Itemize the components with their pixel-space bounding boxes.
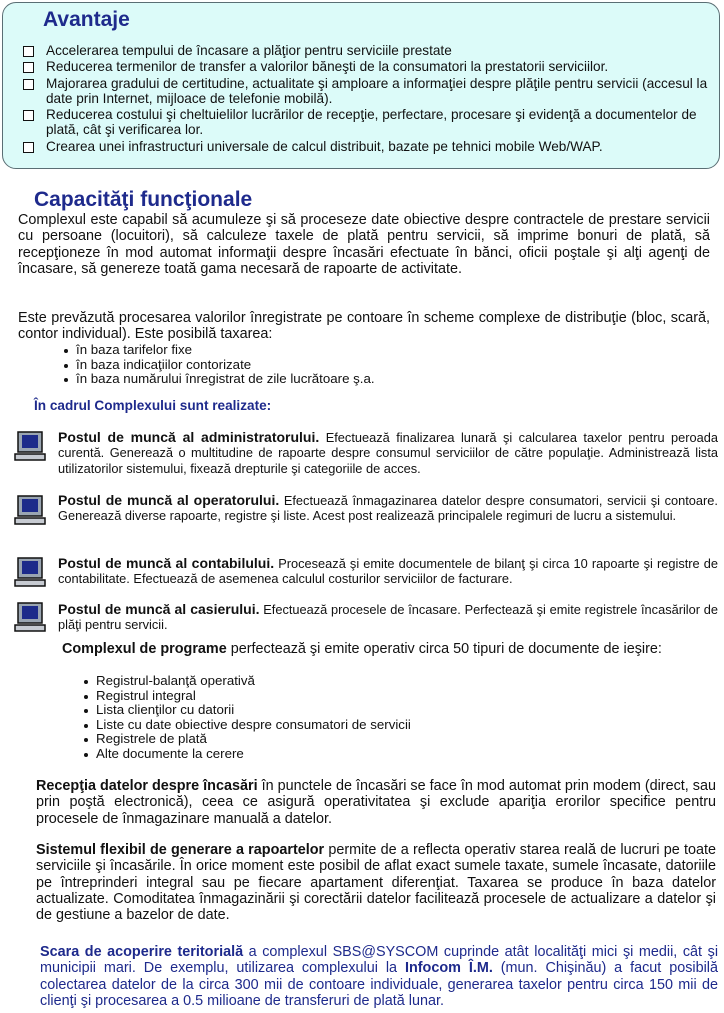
realized-heading: În cadrul Complexului sunt realizate: [34,398,272,413]
list-item: Accelerarea tempului de încasare a plăţior pentru serviciile prestate [23,43,713,58]
list-item: Alte documente la cerere [82,747,682,762]
processing-paragraph: Este prevăzută procesarea valorilor înregistrate pe contoare în scheme complexe de distribuţie (bloc, scară, contor individual). Este posibilă taxarea: [18,310,710,343]
reception-paragraph: Recepţia datelor despre încasări în punctele de încasări se face în mod automat prin modem (direct, sau prin poştă electronică), ceea ce asigură operativitatea şi exclude apariţia erorilor specifice pentru procesele de înmagazinare manuală a datelor. [36,778,717,827]
workstation-administrator: Postul de muncă al administratorului. Efectuează finalizarea lunară şi calcularea taxelor pentru peroada curentă. Generează o multitudine de rapoarte despre consumul serviciilor de către populaţie. Administrează lista utilizatorilor sistemului, fixează drepturile şi categoriile de acces. [58,429,718,476]
list-item: Registrele de plată [82,732,682,747]
computer-icon [14,556,46,588]
list-item: Liste cu date obiective despre consumatori de servicii [82,718,682,733]
workstation-cashier: Postul de muncă al casierului. Efectuează procesele de încasare. Perfectează şi emite registrele încasărilor de plăţi pentru servicii. [58,601,719,633]
list-item: Registrul-balanţă operativă [82,674,682,689]
checkbox-icon [23,79,34,90]
list-item: în baza tarifelor fixe [62,343,662,358]
programs-paragraph: Complexul de programe perfectează şi emite operativ circa 50 tipuri de documente de ieşire: [62,641,662,657]
advantages-box [2,2,720,169]
coverage-paragraph: Scara de acoperire teritorială a complexul SBS@SYSCOM cuprinde atât localităţi mici şi medii, cât şi municipii mari. De exemplu, utilizarea complexului la Infocom Î.M. (mun. Chişinău) a facut posibilă colectarea datelor de la circa 300 mii de contoare individuale, generarea taxelor pentru circa 150 mii de clienţi şi procesarea a 0.5 milioane de transferuri de plată lunar. [40,944,719,1009]
computer-icon [14,430,46,462]
checkbox-icon [23,62,34,73]
list-item: Majorarea gradului de certitudine, actualitate şi amploare a informaţiei despre plăţile pentru servicii (accesul la date prin Internet, mijloace de telefonie mobilă). [23,76,713,107]
list-item: în baza numărului înregistrat de zile lucrătoare ş.a. [62,372,662,387]
computer-icon [14,494,46,526]
checkbox-icon [23,110,34,121]
capabilities-title: Capacităţi funcţionale [34,188,253,211]
list-item: Crearea unei infrastructuri universale de calcul distribuit, bazate pe tehnici mobile Web/WAP. [23,139,713,154]
list-item: în baza indicaţiilor contorizate [62,358,662,373]
taxation-list [62,343,662,387]
computer-icon [14,601,46,633]
workstation-operator: Postul de muncă al operatorului. Efectuează înmagazinarea datelor despre consumatori, servicii şi contoare. Generează diverse rapoarte, registre şi liste. Acest post realizează principalele regimuri de lucru a sistemului. [58,492,718,524]
list-item: Registrul integral [82,689,682,704]
advantages-title: Avantaje [43,8,130,31]
advantages-list [23,43,713,155]
reporting-paragraph: Sistemul flexibil de generare a rapoartelor permite de a reflecta operativ starea reală de lucruri pe toate serviciile şi încasările. În orice moment este posibil de aflat exact sumele taxate, sumele încasate, datoriile pe întreprinderi integral sau pe fiecare apartament diferenţiat. Taxarea se produce în baza datelor actualizate. Comoditatea înmagazinării şi corectării datelor facilitează procesele de actualizare a datelor şi de gestiune a bazelor de date. [36,842,717,924]
workstation-accountant: Postul de muncă al contabilului. Procesează şi emite documentele de bilanţ şi circa 10 rapoarte şi registre de contabilitate. Efectuează de asemenea calculul costurilor serviciilor de facturare. [58,555,719,587]
checkbox-icon [23,142,34,153]
list-item: Lista clienţilor cu datorii [82,703,682,718]
intro-paragraph: Complexul este capabil să acumuleze şi să proceseze date obiective despre contractele de prestare servicii cu persoane (locuitori), să calculeze taxele de plată pentru servicii, să imprime bonuri de plată, să recepţioneze în mod automat informaţii despre încasări efectuate în bănci, oficii poştale şi alţi agenţi de încasare, să genereze toată gama necesară de rapoarte de activitate. [18,212,710,277]
documents-list [82,674,682,762]
list-item: Reducerea costului şi cheltuielilor lucrărilor de recepţie, perfectare, procesare şi evidenţă a documentelor de plată, cât şi verificarea lor. [23,107,713,138]
checkbox-icon [23,46,34,57]
list-item: Reducerea termenilor de transfer a valorilor băneşti de la consumatori la prestatorii serviciilor. [23,59,713,74]
